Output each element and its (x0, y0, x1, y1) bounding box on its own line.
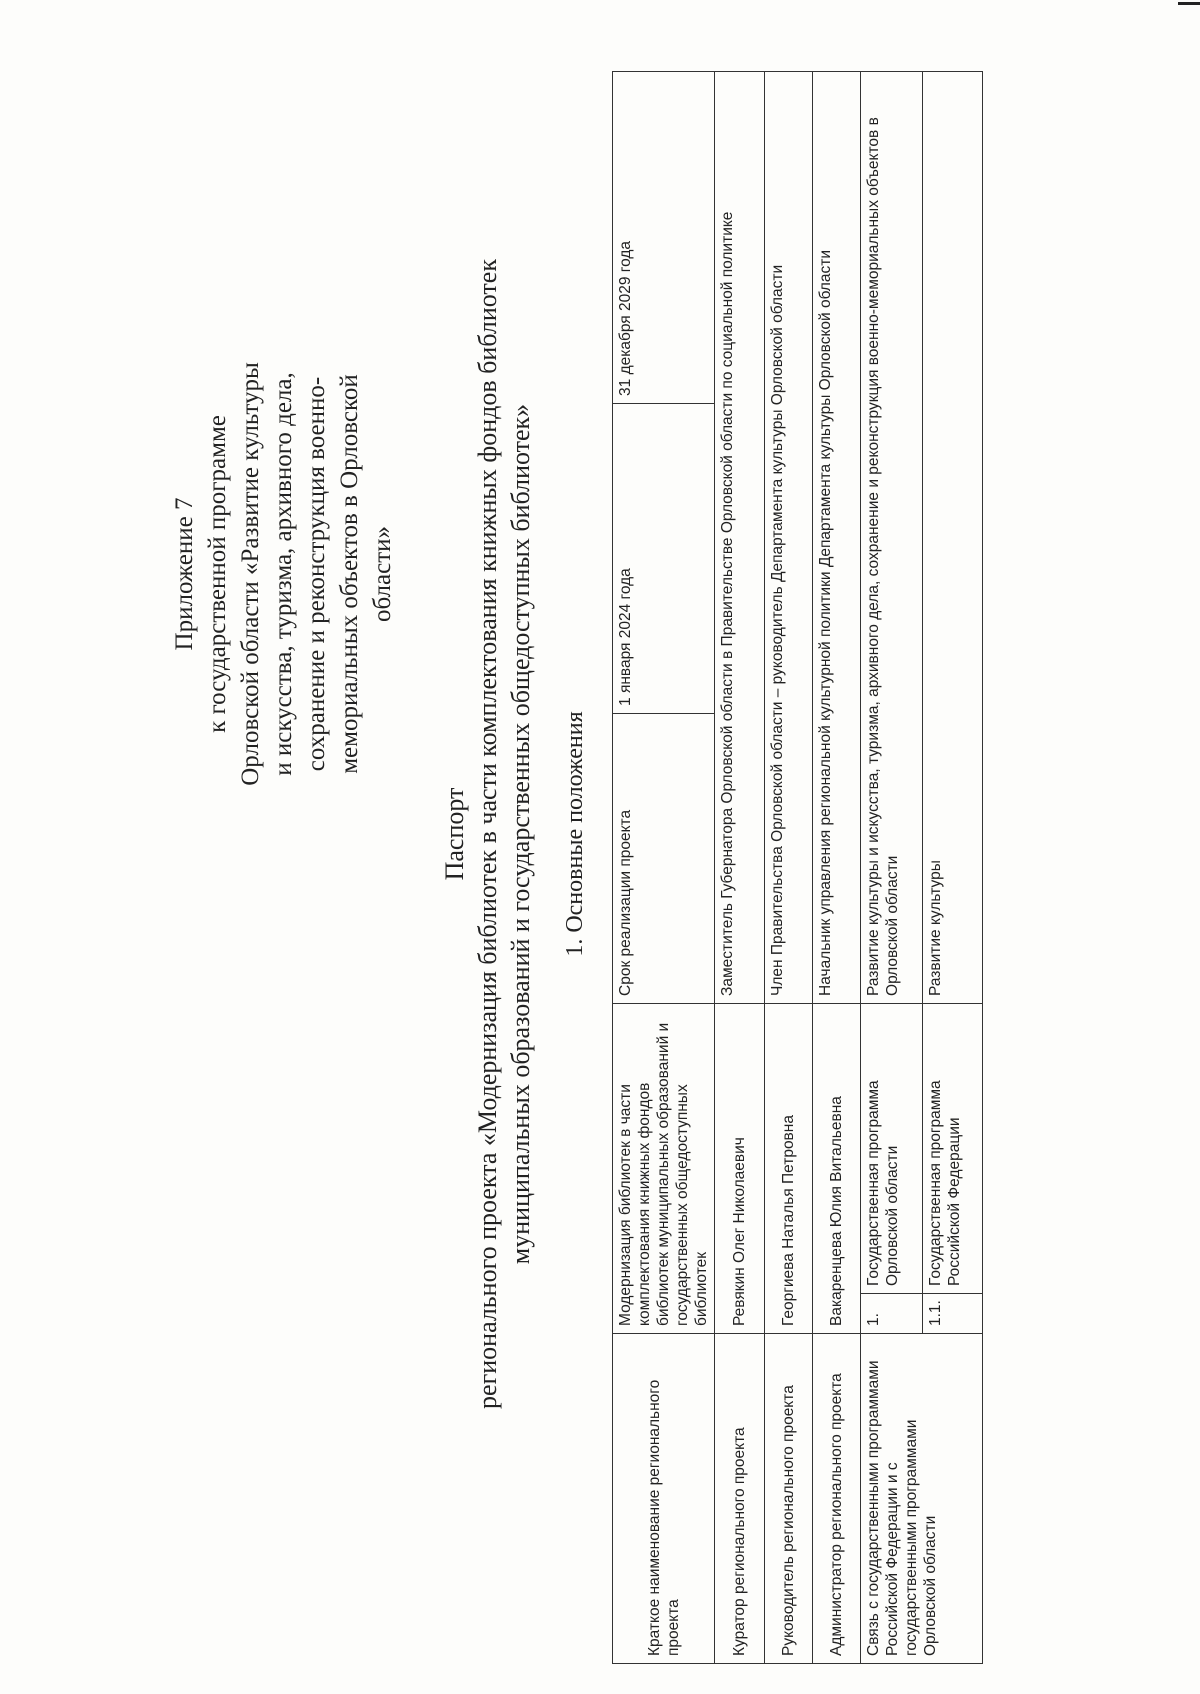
appendix-line: области» (369, 525, 396, 623)
link-row-program: Государственная программа Российской Федерации (923, 1003, 983, 1293)
admin-label: Администратор регионального проекта (813, 1334, 861, 1664)
appendix-line: к государственной программе (204, 415, 231, 733)
passport-title: Паспорт (440, 787, 469, 881)
term-start: 1 января 2024 года (613, 403, 715, 713)
curator-name: Ревякин Олег Николаевич (715, 1003, 765, 1333)
term-label: Срок реализации проекта (613, 713, 715, 1003)
table-row (813, 71, 861, 1663)
link-row-num: 1. (861, 1294, 923, 1334)
table-row (765, 71, 813, 1663)
table-row (613, 71, 715, 1663)
appendix-block (168, 314, 399, 834)
appendix-line: Орловской области «Развитие культуры (237, 362, 264, 786)
appendix-line: мемориальных объектов в Орловской (336, 374, 363, 774)
appendix-line: Приложение 7 (171, 497, 198, 651)
main-provisions-table (612, 71, 983, 1664)
short-name-value: Модернизация библиотек в части комплектования книжных фондов библиотек муниципальных образований и государственных общедоступных библиотек (613, 1003, 715, 1333)
curator-label: Куратор регионального проекта (715, 1334, 765, 1664)
head-name: Георгиева Наталья Петровна (765, 1003, 813, 1333)
short-name-label: Краткое наименование регионального проекта (613, 1334, 715, 1664)
link-row-value: Развитие культуры и искусства, туризма, архивного дела, сохранение и реконструкция военно-мемориальных объектов в Орловской области (861, 71, 923, 1003)
link-label: Связь с государственными программами Российской Федерации и с государственными программами Орловской области (861, 1334, 983, 1664)
admin-name: Вакаренцева Юлия Витальевна (813, 1003, 861, 1333)
table-row (715, 71, 765, 1663)
curator-position: Заместитель Губернатора Орловской области в Правительстве Орловской области по социальной политике (715, 71, 765, 1003)
passport-subtitle: регионального проекта «Модернизация библиотек в части комплектования книжных фондов библиотек муниципальных образований и государственных общедоступных библиотек» (473, 259, 535, 1409)
head-position: Член Правительства Орловской области – руководитель Департамента культуры Орловской области (765, 71, 813, 1003)
link-row-num: 1.1. (923, 1294, 983, 1334)
section-title: 1. Основные положения (562, 711, 588, 957)
appendix-line: и искусства, туризма, архивного дела, (270, 372, 297, 776)
head-label: Руководитель регионального проекта (765, 1334, 813, 1664)
admin-position: Начальник управления региональной культурной политики Департамента культуры Орловской области (813, 71, 861, 1003)
table-row (861, 71, 923, 1663)
link-row-program: Государственная программа Орловской области (861, 1003, 923, 1293)
link-row-value: Развитие культуры (923, 71, 983, 1003)
passport-heading (438, 34, 537, 1634)
appendix-line: сохранение и реконструкция военно- (303, 376, 330, 772)
term-end: 31 декабря 2029 года (613, 71, 715, 403)
